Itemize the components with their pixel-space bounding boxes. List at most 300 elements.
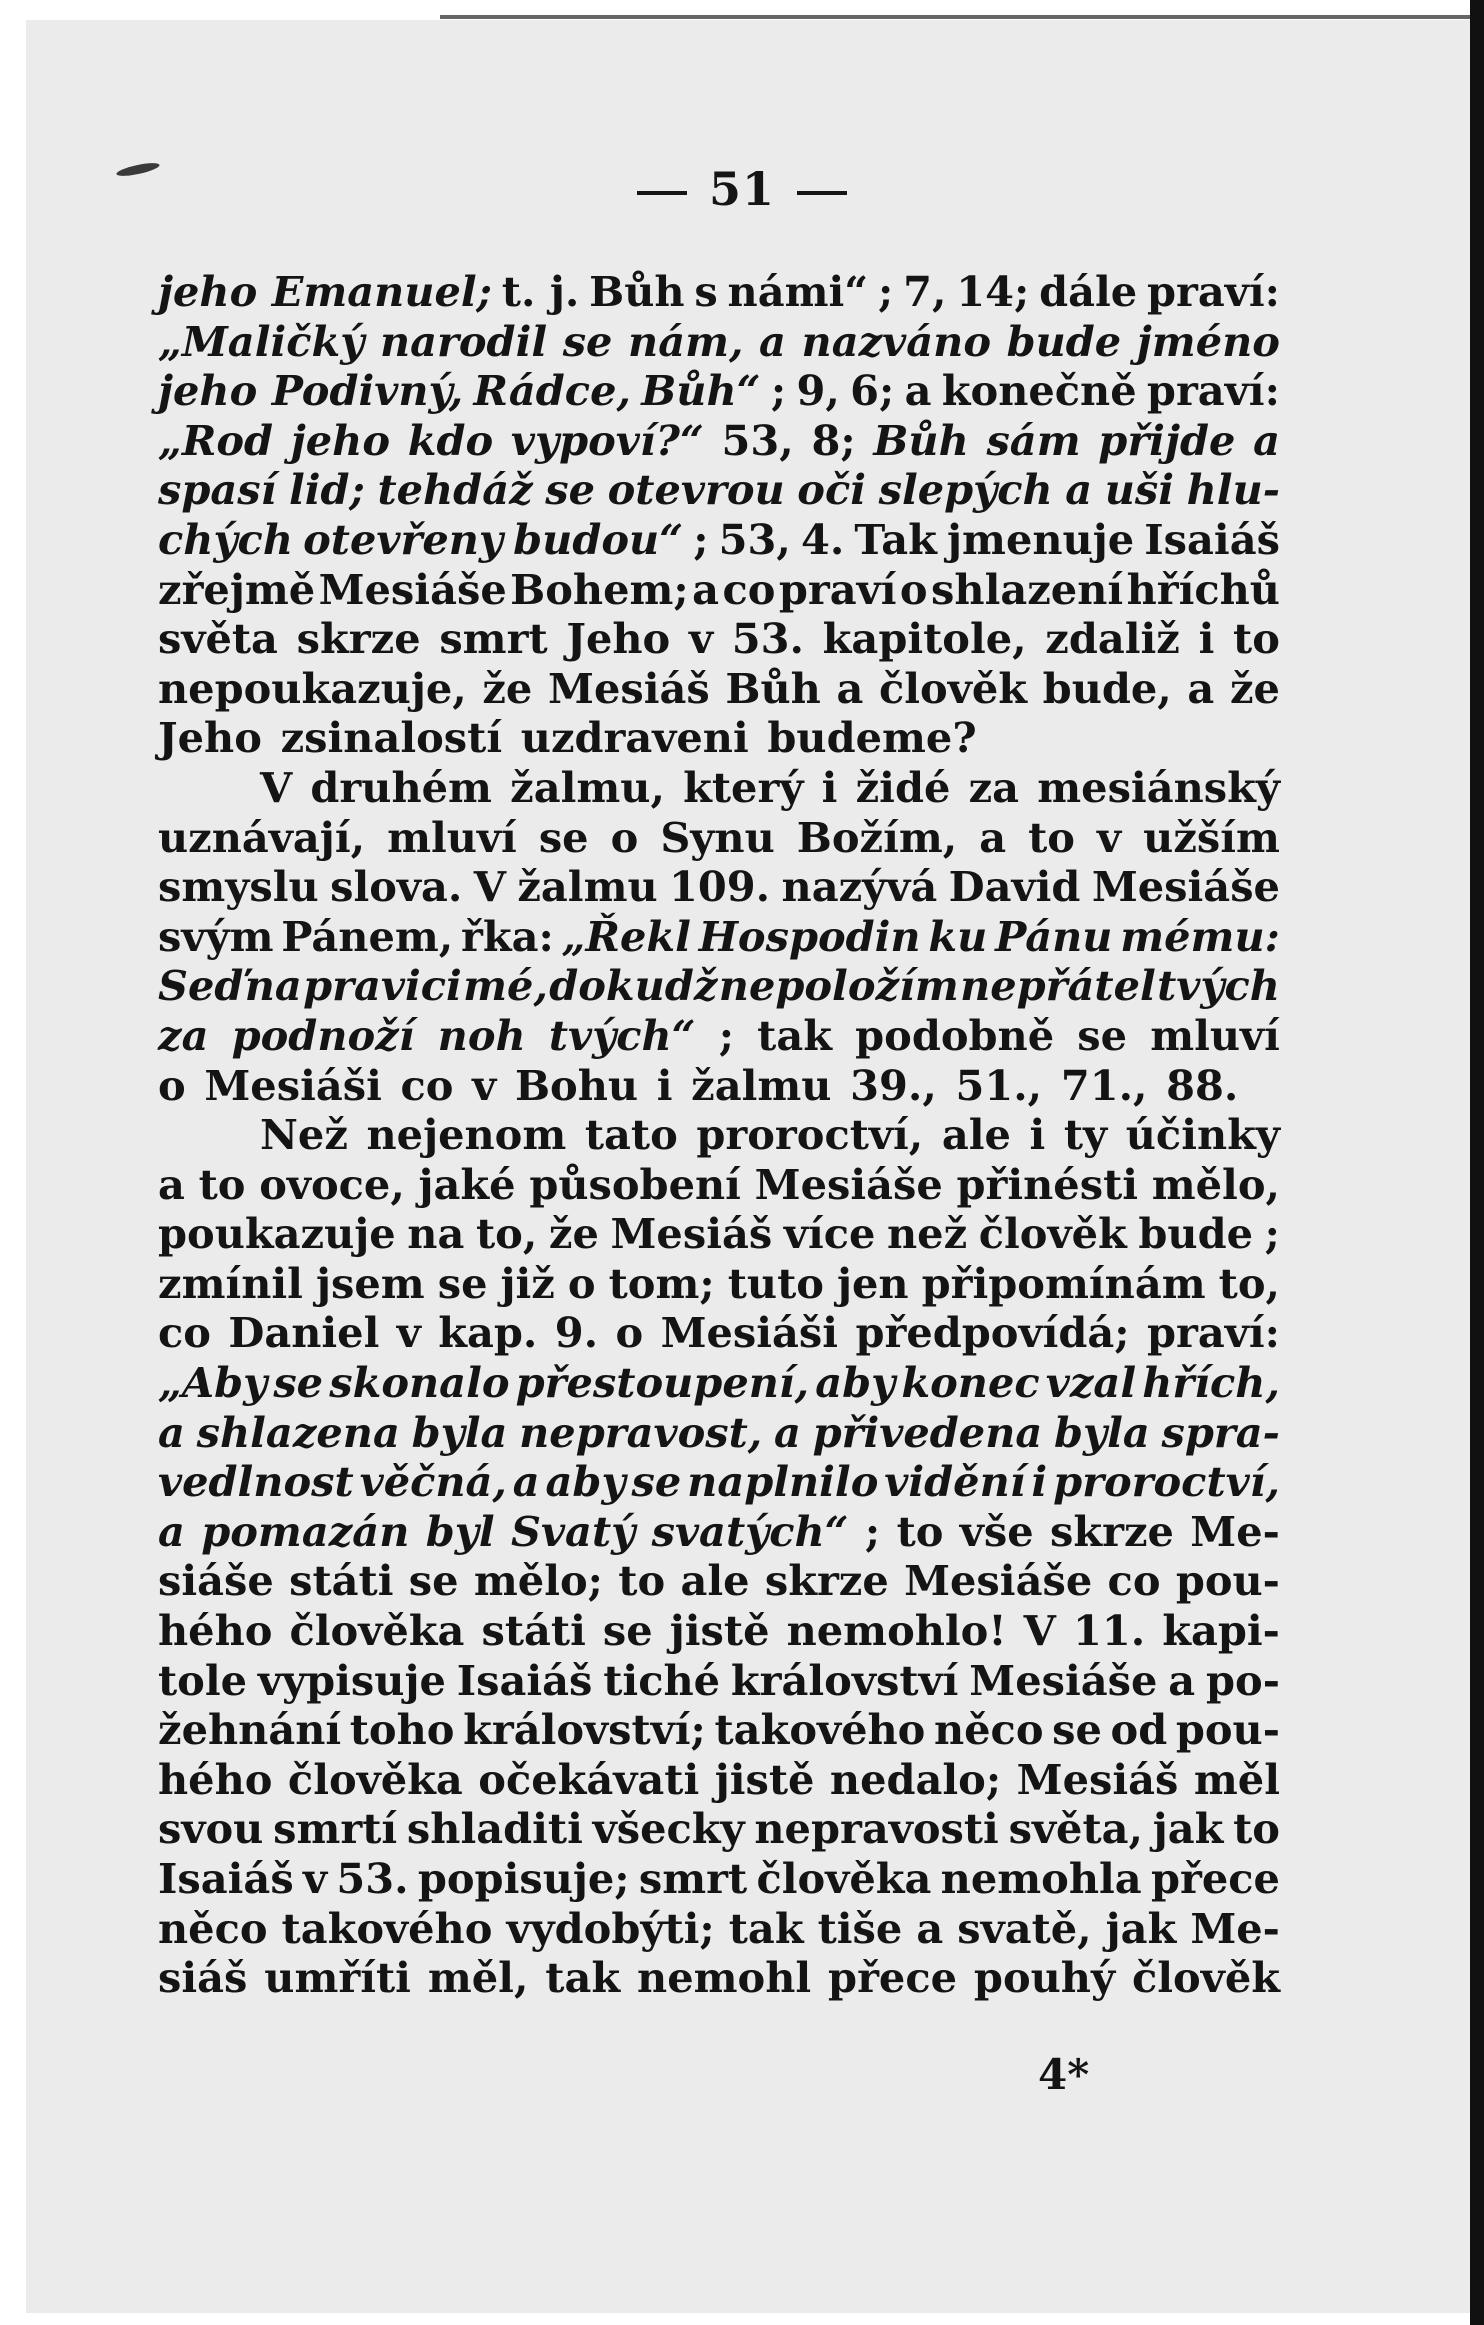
word: něco — [933, 1705, 1044, 1755]
word: umříti — [264, 1953, 411, 2003]
word: a — [773, 1407, 801, 1457]
word: otevrou — [607, 465, 785, 515]
word: nemohlo! — [786, 1606, 1007, 1656]
word: mluví — [1150, 1010, 1280, 1060]
word: mělo; — [473, 1556, 603, 1606]
word: o — [899, 564, 928, 614]
text-line — [158, 1507, 1280, 1557]
word: smyslu — [158, 862, 319, 912]
word: Mesiáše — [318, 564, 507, 614]
word: nedalo; — [829, 1754, 1002, 1804]
word: vidění — [884, 1457, 1026, 1507]
word: zřejmě — [158, 564, 316, 614]
word: Daniel — [228, 1308, 380, 1358]
text-line — [158, 1308, 1280, 1358]
word: vzal — [1045, 1358, 1137, 1408]
word: člověk — [879, 663, 1028, 713]
word: V — [260, 762, 293, 812]
word: Mesiáš — [1016, 1754, 1179, 1804]
text-line — [158, 664, 1280, 714]
word: shlazení — [931, 564, 1124, 614]
word: a — [158, 1506, 185, 1556]
word: to — [1233, 1804, 1280, 1854]
word: Bůh — [725, 663, 821, 713]
word: 53, — [718, 514, 791, 564]
word: očekávati — [478, 1754, 700, 1804]
word: uši — [1104, 465, 1175, 515]
word: státi — [481, 1606, 586, 1656]
word: v — [302, 1854, 328, 1903]
word: se — [1052, 1705, 1102, 1755]
word: vedlnost — [158, 1457, 354, 1507]
word: 53. — [731, 614, 804, 664]
word: co — [722, 564, 776, 614]
signature-mark: 4* — [1038, 2050, 1090, 2099]
word: přece — [828, 1953, 958, 2003]
word: ; — [693, 514, 709, 564]
word: svou — [158, 1804, 264, 1854]
word: mesiánský — [1037, 762, 1280, 812]
word: smrt — [638, 1854, 748, 1903]
text-line — [158, 1755, 1280, 1805]
word: užším — [1143, 812, 1280, 862]
word: pravici — [303, 961, 462, 1011]
word: nejenom — [366, 1110, 567, 1160]
word: 71., — [1060, 1060, 1148, 1110]
word: všecky — [592, 1804, 745, 1854]
text-line — [158, 912, 1280, 962]
word: t. j. — [501, 267, 580, 316]
word: ; — [864, 1506, 881, 1556]
word: tuto — [727, 1258, 824, 1308]
word: pou- — [1175, 1705, 1280, 1755]
word: tiše — [817, 1903, 903, 1953]
word: a — [1168, 1655, 1196, 1705]
word: nepoložím — [718, 961, 959, 1011]
body-text — [158, 267, 1280, 2003]
word: se — [562, 316, 613, 366]
word: jsem — [315, 1258, 425, 1308]
page-number-dash-left — [637, 191, 687, 195]
word: více — [783, 1209, 876, 1259]
word: že — [482, 663, 533, 713]
word: co — [1107, 1556, 1161, 1606]
word: byl — [425, 1506, 495, 1556]
word: se — [631, 1457, 682, 1507]
word: v — [688, 614, 714, 664]
word: o — [610, 812, 639, 862]
word: světa, — [1008, 1804, 1143, 1854]
word: vydobýti; — [506, 1903, 715, 1953]
word: a — [1187, 663, 1215, 713]
word: proroctví, — [1053, 1457, 1280, 1507]
word: Než — [260, 1110, 348, 1160]
word: 9, — [796, 366, 840, 416]
word: 53. — [336, 1854, 409, 1903]
word: uznávají, — [158, 812, 366, 862]
word: 7, — [903, 267, 947, 316]
word: se — [437, 1258, 488, 1308]
word: a — [1065, 465, 1093, 515]
word: člověka — [287, 1754, 463, 1804]
word: měl — [1193, 1754, 1280, 1804]
word: Svatý — [510, 1506, 636, 1556]
word: mluví — [387, 812, 517, 862]
word: i — [1031, 1457, 1048, 1507]
word: co — [158, 1308, 211, 1358]
word: Božím, — [796, 812, 958, 862]
word: jen — [837, 1258, 909, 1308]
word: 14; — [956, 267, 1030, 316]
word: se — [273, 1358, 324, 1408]
text-line — [158, 763, 1280, 813]
word: skrze — [764, 1556, 889, 1606]
word: přestoupení, — [515, 1358, 810, 1408]
text-line — [158, 267, 1280, 317]
text-line — [158, 1705, 1280, 1755]
text-line — [158, 1804, 1280, 1854]
word: kdo — [407, 415, 494, 465]
word: praví: — [1146, 366, 1280, 416]
word: kapi- — [1162, 1606, 1280, 1656]
text-line — [158, 565, 1280, 615]
word: světa — [158, 614, 278, 664]
word: shlazena — [196, 1407, 400, 1457]
text-line — [158, 366, 1280, 416]
word: člověka — [756, 1854, 932, 1903]
word: podobně — [855, 1010, 1055, 1060]
word: Bůh“ — [641, 366, 761, 416]
word: Pánu — [995, 911, 1113, 961]
word: „Aby — [158, 1358, 268, 1408]
word: siáše — [158, 1556, 274, 1606]
word: i — [821, 762, 838, 812]
word: a — [692, 564, 720, 614]
text-line — [158, 317, 1280, 367]
word: nepřátel — [960, 961, 1156, 1011]
word: jméno — [1136, 316, 1280, 366]
word: připomínám — [921, 1258, 1206, 1308]
word: království — [730, 1655, 959, 1705]
word: Mesiáš — [548, 663, 710, 713]
word: spra- — [1161, 1407, 1280, 1457]
word: nemohla — [940, 1854, 1142, 1903]
word: řka: — [461, 911, 554, 961]
word: proroctví, — [696, 1110, 924, 1160]
word: který — [683, 762, 804, 812]
word: Isaiáš — [1144, 514, 1280, 564]
word: se — [408, 1556, 459, 1606]
word: smrt — [439, 614, 548, 664]
word: dokudž — [549, 961, 718, 1011]
word: již — [500, 1258, 555, 1308]
word: uzdraveni — [520, 713, 749, 763]
word: člověk — [1132, 1953, 1280, 2003]
word: o — [567, 1258, 596, 1308]
word: „Řekl — [561, 911, 691, 961]
word: přinésti — [956, 1159, 1139, 1209]
word: Bůh — [873, 415, 969, 465]
word: 51., — [955, 1060, 1043, 1110]
word: svatých“ — [651, 1506, 849, 1556]
word: ale — [680, 1556, 750, 1606]
word: druhém — [310, 762, 492, 812]
word: Me- — [1190, 1506, 1280, 1556]
scan-edge-right — [1470, 0, 1484, 2325]
word: hříchů — [1126, 564, 1280, 614]
word: spasí — [158, 465, 277, 515]
word: a — [904, 366, 932, 416]
word: Mesiáši — [204, 1060, 382, 1110]
text-line — [158, 515, 1280, 565]
word: kap. — [438, 1308, 538, 1358]
word: praví — [778, 564, 897, 614]
word: židé — [855, 762, 951, 812]
word: žalmu — [517, 862, 658, 912]
word: tole — [158, 1655, 248, 1705]
text-line — [158, 465, 1280, 515]
word: budou“ — [513, 514, 684, 564]
text-line — [158, 1358, 1280, 1408]
word: Mesiáše — [904, 1556, 1093, 1606]
word: Synu — [660, 812, 775, 862]
word: Me- — [1190, 1903, 1280, 1953]
word: se — [602, 1606, 653, 1656]
word: V — [473, 862, 506, 912]
word: tvých — [1157, 961, 1280, 1011]
word: s — [694, 267, 718, 316]
word: konec — [901, 1358, 1040, 1408]
word: skrze — [296, 614, 421, 664]
word: Mesiáše — [1091, 862, 1280, 912]
text-line — [158, 1408, 1280, 1458]
word: svým — [158, 911, 274, 961]
word: mé, — [463, 961, 548, 1011]
word: otevřeny — [303, 514, 504, 564]
word: Mesiáše — [754, 1159, 943, 1209]
word: člověka — [289, 1606, 465, 1656]
text-line — [158, 1953, 1280, 2003]
word: a — [836, 663, 864, 713]
word: pomazán — [201, 1506, 410, 1556]
word: hého — [158, 1606, 273, 1656]
word: David — [948, 862, 1081, 912]
word: že — [1229, 663, 1280, 713]
word: siáš — [158, 1953, 248, 2003]
word: mému: — [1120, 911, 1280, 961]
word: to — [896, 1506, 944, 1556]
word: 11. — [1072, 1606, 1146, 1656]
word: v — [472, 1060, 497, 1110]
word: přivedena — [812, 1407, 1043, 1457]
word: slepých — [878, 465, 1053, 515]
text-line — [158, 1061, 1280, 1111]
word: to, — [475, 1209, 538, 1259]
word: smrtí — [273, 1804, 398, 1854]
word: tato — [584, 1110, 678, 1160]
word: o — [615, 1308, 644, 1358]
word: to — [618, 1556, 666, 1606]
word: mělo, — [1151, 1159, 1280, 1209]
word: a — [979, 812, 1007, 862]
word: měl, — [427, 1953, 529, 2003]
word: nám, — [628, 316, 744, 366]
word: Seď — [158, 961, 244, 1011]
word: shladiti — [406, 1804, 583, 1854]
text-line — [158, 1259, 1280, 1309]
word: tak — [545, 1953, 621, 2003]
word: ; — [1264, 1209, 1280, 1259]
word: a — [759, 316, 786, 366]
word: skonalo — [329, 1358, 510, 1408]
word: nazývá — [781, 862, 938, 912]
word: nepravost, — [519, 1407, 763, 1457]
word: žehnání — [158, 1705, 342, 1755]
text-line — [158, 862, 1280, 912]
word: ale — [941, 1110, 1011, 1160]
text-line — [158, 1110, 1280, 1160]
text-line — [158, 416, 1280, 466]
word: byla — [411, 1407, 508, 1457]
word: oči — [797, 465, 866, 515]
word: to, — [1218, 1258, 1280, 1308]
word: kapitole, — [822, 614, 1027, 664]
word: ; — [718, 1010, 735, 1060]
word: na — [244, 961, 302, 1011]
word: co — [400, 1060, 454, 1110]
word: V — [1023, 1606, 1056, 1656]
text-line — [158, 1556, 1280, 1606]
word: aby — [815, 1358, 896, 1408]
text-line — [158, 1656, 1280, 1706]
word: se — [1077, 1010, 1128, 1060]
word: než — [887, 1209, 968, 1259]
word: takového — [714, 1705, 926, 1755]
word: bude — [1138, 1209, 1253, 1259]
text-line — [158, 1209, 1280, 1259]
word: státi — [289, 1556, 394, 1606]
word: nepoukazuje, — [158, 663, 467, 713]
word: Rádce, — [473, 366, 631, 416]
word: tiché — [603, 1655, 721, 1705]
word: naplnilo — [687, 1457, 879, 1507]
word: ovoce, — [259, 1159, 405, 1209]
word: že — [548, 1209, 599, 1259]
word: a — [158, 1159, 185, 1209]
word: „Maličký — [158, 316, 365, 366]
word: tak — [728, 1903, 804, 1953]
word: jeho Emanuel; — [158, 267, 492, 316]
word: ty — [1063, 1110, 1108, 1160]
word: popisuje; — [417, 1854, 630, 1903]
word: narodil — [379, 316, 548, 366]
word: v — [1097, 812, 1122, 862]
word: i — [1029, 1110, 1046, 1160]
word: praví: — [1146, 1308, 1280, 1358]
word: za — [158, 1010, 209, 1060]
word: zsinalostí — [280, 713, 503, 763]
word: tehdáž — [377, 465, 533, 515]
word: zmínil — [158, 1258, 303, 1308]
word: slova. — [330, 862, 463, 912]
word: od — [1110, 1705, 1168, 1755]
text-line — [158, 1606, 1280, 1656]
word: tak — [757, 1010, 832, 1060]
word: 9. — [554, 1308, 599, 1358]
word: jak — [1152, 1804, 1224, 1854]
word: v — [396, 1308, 421, 1358]
word: přijde — [1098, 415, 1236, 465]
word: království; — [463, 1705, 706, 1755]
word: Jeho — [566, 614, 671, 664]
word: takového — [281, 1903, 493, 1953]
word: působení — [529, 1159, 741, 1209]
word: přece — [1150, 1854, 1280, 1903]
word: se — [545, 465, 596, 515]
word: žalmu, — [510, 762, 665, 812]
word: Hospodin — [698, 911, 921, 961]
word: svatě, — [957, 1903, 1092, 1953]
word: a — [158, 1407, 185, 1457]
word: noh — [437, 1010, 526, 1060]
word: to — [1028, 812, 1075, 862]
word: skrze — [1050, 1506, 1174, 1556]
word: a — [1253, 415, 1280, 465]
word: nemohl — [637, 1953, 812, 2003]
text-line — [158, 813, 1280, 863]
word: Bohu — [514, 1060, 639, 1110]
word: Mesiáš — [610, 1209, 773, 1259]
text-line — [158, 614, 1280, 664]
word: Bůh — [589, 267, 685, 316]
word: konečně — [941, 366, 1137, 416]
text-line — [158, 961, 1280, 1011]
word: Mesiáše — [969, 1655, 1158, 1705]
word: i — [1198, 614, 1215, 664]
word: „Rod — [158, 415, 274, 465]
word: člověk — [978, 1209, 1127, 1259]
word: Pánem, — [281, 911, 454, 961]
word: na — [407, 1209, 465, 1259]
word: nazváno — [801, 316, 992, 366]
word: zdaliž — [1045, 614, 1180, 664]
text-line — [158, 1457, 1280, 1507]
text-line — [158, 1904, 1280, 1954]
word: a — [916, 1903, 944, 1953]
word: jeho — [290, 415, 391, 465]
word: praví: — [1146, 267, 1280, 316]
word: účinky — [1125, 1110, 1280, 1160]
word: o — [158, 1060, 186, 1110]
word: poukazuje — [158, 1209, 396, 1259]
word: něco — [158, 1903, 268, 1953]
word: tom; — [608, 1258, 715, 1308]
word: za — [968, 762, 1020, 812]
word: chých — [158, 514, 293, 564]
word: bude — [1006, 316, 1122, 366]
text-line — [158, 713, 1280, 763]
word: to — [1233, 614, 1280, 664]
word: ; — [770, 366, 787, 416]
word: bude, — [1042, 663, 1172, 713]
word: 53, — [721, 415, 794, 465]
word: vypisuje — [257, 1655, 446, 1705]
page-number — [0, 162, 1484, 216]
word: 39., — [850, 1060, 937, 1110]
word: podnoží — [231, 1010, 415, 1060]
scan-edge-line — [440, 15, 1480, 19]
word: dále — [1039, 267, 1138, 316]
